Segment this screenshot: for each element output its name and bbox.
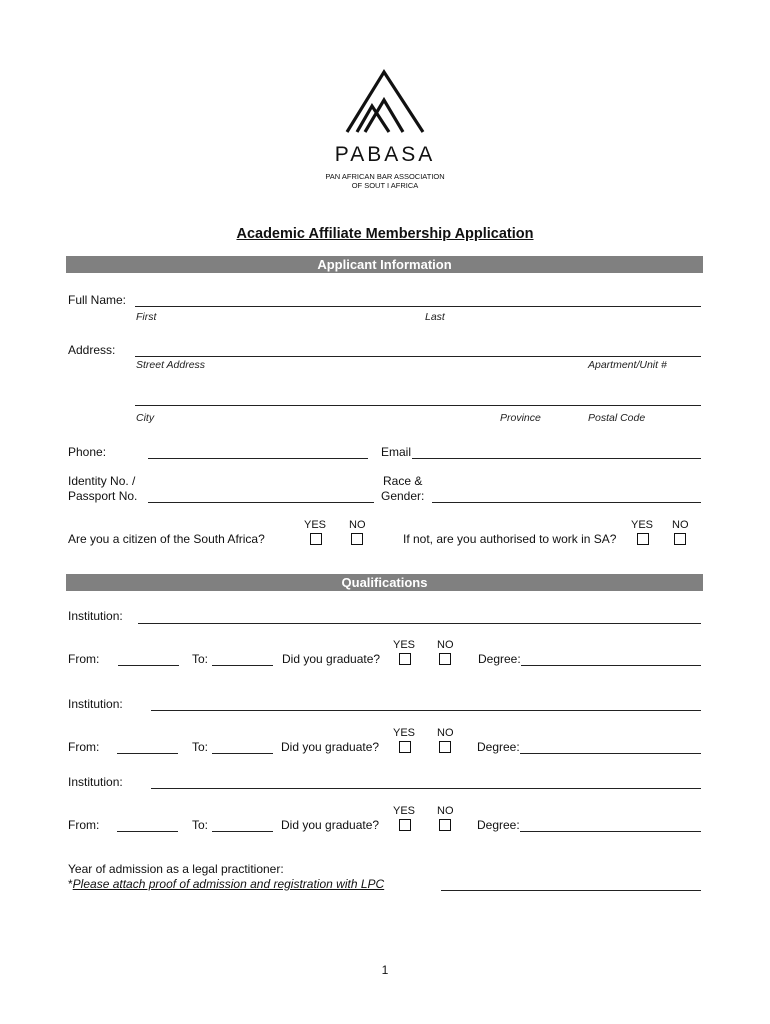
institution-field-2[interactable] (151, 710, 701, 711)
race-gender-field[interactable] (432, 502, 701, 503)
work-yes-label: YES (631, 519, 654, 531)
race-label-line2: Gender: (381, 489, 425, 503)
graduate-no-checkbox-3[interactable] (439, 819, 451, 831)
graduate-yes-checkbox-3[interactable] (399, 819, 411, 831)
to-field-1[interactable] (212, 665, 273, 666)
from-label-2: From: (68, 740, 100, 754)
to-field-3[interactable] (212, 831, 273, 832)
institution-field-3[interactable] (151, 788, 701, 789)
section-applicant-information: Applicant Information (66, 256, 703, 273)
degree-label-1: Degree: (478, 652, 521, 666)
full-name-label: Full Name: (68, 293, 127, 307)
admission-note-asterisk: * (68, 877, 73, 891)
graduate-yes-label-2: YES (393, 727, 416, 739)
citizen-yes-label: YES (304, 519, 327, 531)
admission-year-field[interactable] (441, 890, 701, 891)
section-qualifications: Qualifications (66, 574, 703, 591)
identity-label-line2: Passport No. (68, 489, 138, 503)
work-authorised-question: If not, are you authorised to work in SA? (403, 532, 617, 546)
degree-field-1[interactable] (521, 665, 701, 666)
graduate-no-label-3: NO (437, 805, 454, 817)
email-label: Email (381, 445, 412, 459)
pabasa-logo-icon (343, 68, 427, 136)
street-address-hint: Street Address (136, 359, 206, 371)
graduate-no-label-2: NO (437, 727, 454, 739)
brand-name: PABASA (334, 143, 436, 166)
phone-label: Phone: (68, 445, 107, 459)
institution-field-1[interactable] (138, 623, 701, 624)
graduate-no-label-1: NO (437, 639, 454, 651)
identity-field[interactable] (148, 502, 374, 503)
city-hint: City (136, 412, 155, 424)
graduate-question-2: Did you graduate? (281, 740, 380, 754)
address-label: Address: (68, 343, 116, 357)
street-address-field[interactable] (135, 356, 701, 357)
citizen-no-label: NO (349, 519, 366, 531)
admission-note (68, 877, 384, 891)
degree-label-3: Degree: (477, 818, 520, 832)
citizen-no-checkbox[interactable] (351, 533, 363, 545)
graduate-question-3: Did you graduate? (281, 818, 380, 832)
graduate-yes-checkbox-1[interactable] (399, 653, 411, 665)
graduate-question-1: Did you graduate? (282, 652, 381, 666)
work-yes-checkbox[interactable] (637, 533, 649, 545)
to-label-3: To: (192, 818, 209, 832)
institution-label-1: Institution: (68, 609, 123, 623)
work-no-label: NO (672, 519, 689, 531)
apartment-hint: Apartment/Unit # (588, 359, 667, 371)
page-title: Academic Affiliate Membership Application (236, 226, 534, 242)
graduate-no-checkbox-2[interactable] (439, 741, 451, 753)
admission-label: Year of admission as a legal practitioner: (68, 862, 284, 876)
email-field[interactable] (412, 458, 701, 459)
work-no-checkbox[interactable] (674, 533, 686, 545)
to-label-1: To: (192, 652, 209, 666)
last-name-hint: Last (425, 311, 445, 323)
org-name-line1: PAN AFRICAN BAR ASSOCIATION (325, 172, 445, 181)
from-label-1: From: (68, 652, 100, 666)
graduate-yes-label-3: YES (393, 805, 416, 817)
graduate-yes-label-1: YES (393, 639, 416, 651)
degree-field-3[interactable] (520, 831, 701, 832)
city-field[interactable] (135, 405, 701, 406)
identity-label-line1: Identity No. / (68, 474, 136, 488)
institution-label-3: Institution: (68, 775, 123, 789)
degree-label-2: Degree: (477, 740, 520, 754)
phone-field[interactable] (148, 458, 368, 459)
to-label-2: To: (192, 740, 209, 754)
degree-field-2[interactable] (520, 753, 701, 754)
org-name-line2: OF SOUT I AFRICA (351, 181, 419, 190)
first-name-hint: First (136, 311, 157, 323)
from-field-2[interactable] (117, 753, 178, 754)
province-hint: Province (500, 412, 541, 424)
institution-label-2: Institution: (68, 697, 123, 711)
admission-note-text: Please attach proof of admission and registration with LPC (72, 877, 385, 891)
graduate-no-checkbox-1[interactable] (439, 653, 451, 665)
from-field-3[interactable] (117, 831, 178, 832)
race-label-line1: Race & (383, 474, 423, 488)
full-name-field[interactable] (135, 306, 701, 307)
from-field-1[interactable] (118, 665, 179, 666)
citizen-yes-checkbox[interactable] (310, 533, 322, 545)
postal-code-hint: Postal Code (588, 412, 646, 424)
from-label-3: From: (68, 818, 100, 832)
to-field-2[interactable] (212, 753, 273, 754)
graduate-yes-checkbox-2[interactable] (399, 741, 411, 753)
page-number: 1 (381, 963, 389, 977)
citizen-question: Are you a citizen of the South Africa? (68, 532, 265, 546)
